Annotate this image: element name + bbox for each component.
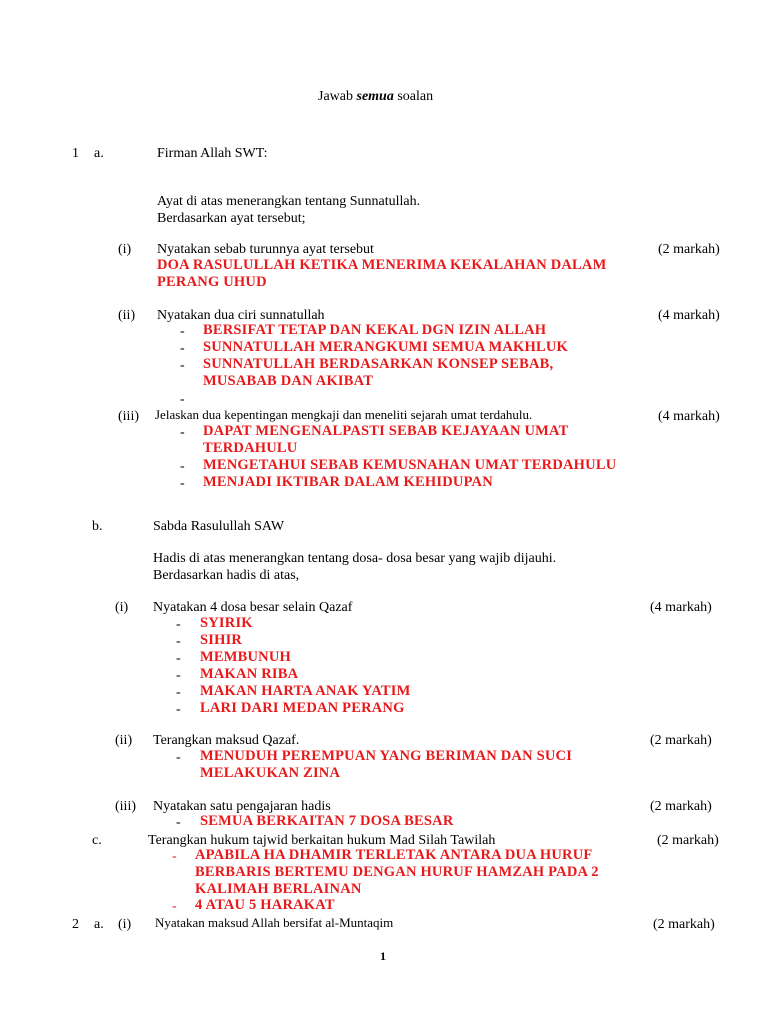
bullet-dash: - bbox=[176, 702, 181, 717]
q1-a-iii-label: (iii) bbox=[118, 409, 139, 424]
q1-b-iii-text: Nyatakan satu pengajaran hadis bbox=[153, 799, 331, 814]
q1-b-title: Sabda Rasulullah SAW bbox=[153, 519, 285, 534]
q1-a-iii-answer-2: MENGETAHUI SEBAB KEMUSNAHAN UMAT TERDAHULU bbox=[203, 457, 617, 473]
q1-c-label: c. bbox=[92, 833, 102, 848]
heading-emphasis: semua bbox=[356, 89, 394, 104]
q1-b-ii-answer-1: MENUDUH PEREMPUAN YANG BERIMAN DAN SUCI bbox=[200, 748, 573, 764]
q1-a-iii-answer-1b: TERDAHULU bbox=[203, 440, 298, 456]
q2-a-i-text: Nyatakan maksud Allah bersifat al-Muntaqim bbox=[155, 915, 394, 930]
bullet-dash: - bbox=[180, 476, 185, 491]
bullet-dash: - bbox=[180, 459, 185, 474]
q1-a-ii-text: Nyatakan dua ciri sunnatullah bbox=[157, 308, 325, 323]
q1-b-i-answer-6: LARI DARI MEDAN PERANG bbox=[200, 700, 405, 716]
q1-a-iii-marks: (4 markah) bbox=[658, 409, 720, 424]
q2-a-i-label: (i) bbox=[118, 917, 132, 932]
q1-a-i-label: (i) bbox=[118, 242, 132, 257]
q1-number: 1 bbox=[72, 146, 79, 161]
q1-b-i-answer-4: MAKAN RIBA bbox=[200, 666, 299, 682]
q1-b-i-answer-2: SIHIR bbox=[200, 632, 243, 648]
q1-b-i-answer-5: MAKAN HARTA ANAK YATIM bbox=[200, 683, 411, 699]
q1-b-i-marks: (4 markah) bbox=[650, 600, 712, 615]
q1-b-i-text: Nyatakan 4 dosa besar selain Qazaf bbox=[153, 600, 353, 615]
q2-number: 2 bbox=[72, 917, 79, 932]
q1-a-i-text: Nyatakan sebab turunnya ayat tersebut bbox=[157, 242, 374, 257]
page-heading bbox=[318, 88, 433, 105]
q1-a-intro-1: Ayat di atas menerangkan tentang Sunnatullah. bbox=[157, 194, 421, 209]
q1-c-answer-1: APABILA HA DHAMIR TERLETAK ANTARA DUA HURUF bbox=[195, 847, 593, 863]
bullet-dash: - bbox=[176, 634, 181, 649]
bullet-dash: - bbox=[172, 849, 177, 864]
q1-b-ii-text: Terangkan maksud Qazaf. bbox=[153, 733, 300, 748]
q1-a-i-marks: (2 markah) bbox=[658, 242, 720, 257]
bullet-dash: - bbox=[176, 750, 181, 765]
bullet-dash: - bbox=[176, 651, 181, 666]
q1-a-ii-marks: (4 markah) bbox=[658, 308, 720, 323]
q2-a-label: a. bbox=[94, 917, 104, 932]
q1-a-iii-text: Jelaskan dua kepentingan mengkaji dan meneliti sejarah umat terdahulu. bbox=[155, 407, 533, 422]
q1-b-i-answer-3: MEMBUNUH bbox=[200, 649, 292, 665]
q1-a-ii-answer-1: BERSIFAT TETAP DAN KEKAL DGN IZIN ALLAH bbox=[203, 322, 547, 338]
q1-c-answer-2: BERBARIS BERTEMU DENGAN HURUF HAMZAH PADA 2 bbox=[195, 864, 599, 880]
q1-a-i-answer-1: DOA RASULULLAH KETIKA MENERIMA KEKALAHAN DALAM bbox=[157, 257, 607, 273]
q1-a-ii-answer-3b: MUSABAB DAN AKIBAT bbox=[203, 373, 374, 389]
q1-a-title: Firman Allah SWT: bbox=[157, 146, 268, 161]
q1-a-intro-2: Berdasarkan ayat tersebut; bbox=[157, 211, 306, 226]
q1-b-label: b. bbox=[92, 519, 103, 534]
q1-b-ii-label: (ii) bbox=[115, 733, 133, 748]
bullet-dash: - bbox=[180, 425, 185, 440]
bullet-dash: - bbox=[176, 685, 181, 700]
q1-a-ii-label: (ii) bbox=[118, 308, 136, 323]
q1-b-iii-marks: (2 markah) bbox=[650, 799, 712, 814]
q1-c-answer-4: 4 ATAU 5 HARAKAT bbox=[195, 897, 335, 913]
q2-a-i-marks: (2 markah) bbox=[653, 917, 715, 932]
q1-a-ii-answer-2: SUNNATULLAH MERANGKUMI SEMUA MAKHLUK bbox=[203, 339, 569, 355]
q1-a-iii-answer-3: MENJADI IKTIBAR DALAM KEHIDUPAN bbox=[203, 474, 493, 490]
q1-a-i-answer-2: PERANG UHUD bbox=[157, 274, 267, 290]
q1-b-ii-marks: (2 markah) bbox=[650, 733, 712, 748]
bullet-dash: - bbox=[176, 815, 181, 830]
bullet-dash: - bbox=[172, 899, 177, 914]
bullet-dash: - bbox=[176, 668, 181, 683]
q1-a-ii-answer-3: SUNNATULLAH BERDASARKAN KONSEP SEBAB, bbox=[203, 356, 554, 372]
heading-post: soalan bbox=[393, 89, 434, 104]
q1-b-intro-2: Berdasarkan hadis di atas, bbox=[153, 568, 300, 583]
heading-pre: Jawab bbox=[318, 89, 357, 104]
bullet-dash: - bbox=[180, 392, 185, 407]
q1-b-iii-label: (iii) bbox=[115, 799, 136, 814]
q1-a-label: a. bbox=[94, 146, 104, 161]
page-number: 1 bbox=[380, 949, 386, 963]
q1-c-answer-3: KALIMAH BERLAINAN bbox=[195, 881, 362, 897]
q1-b-iii-answer: SEMUA BERKAITAN 7 DOSA BESAR bbox=[200, 813, 454, 829]
q1-b-intro-1: Hadis di atas menerangkan tentang dosa- dosa besar yang wajib dijauhi. bbox=[153, 551, 557, 566]
bullet-dash: - bbox=[180, 341, 185, 356]
bullet-dash: - bbox=[180, 324, 185, 339]
q1-c-text: Terangkan hukum tajwid berkaitan hukum Mad Silah Tawilah bbox=[148, 833, 496, 848]
q1-b-i-label: (i) bbox=[115, 600, 129, 615]
bullet-dash: - bbox=[176, 617, 181, 632]
q1-a-iii-answer-1a: DAPAT MENGENALPASTI SEBAB KEJAYAAN UMAT bbox=[203, 423, 569, 439]
q1-c-marks: (2 markah) bbox=[657, 833, 719, 848]
q1-b-ii-answer-2: MELAKUKAN ZINA bbox=[200, 765, 341, 781]
q1-b-i-answer-1: SYIRIK bbox=[200, 615, 253, 631]
bullet-dash: - bbox=[180, 358, 185, 373]
